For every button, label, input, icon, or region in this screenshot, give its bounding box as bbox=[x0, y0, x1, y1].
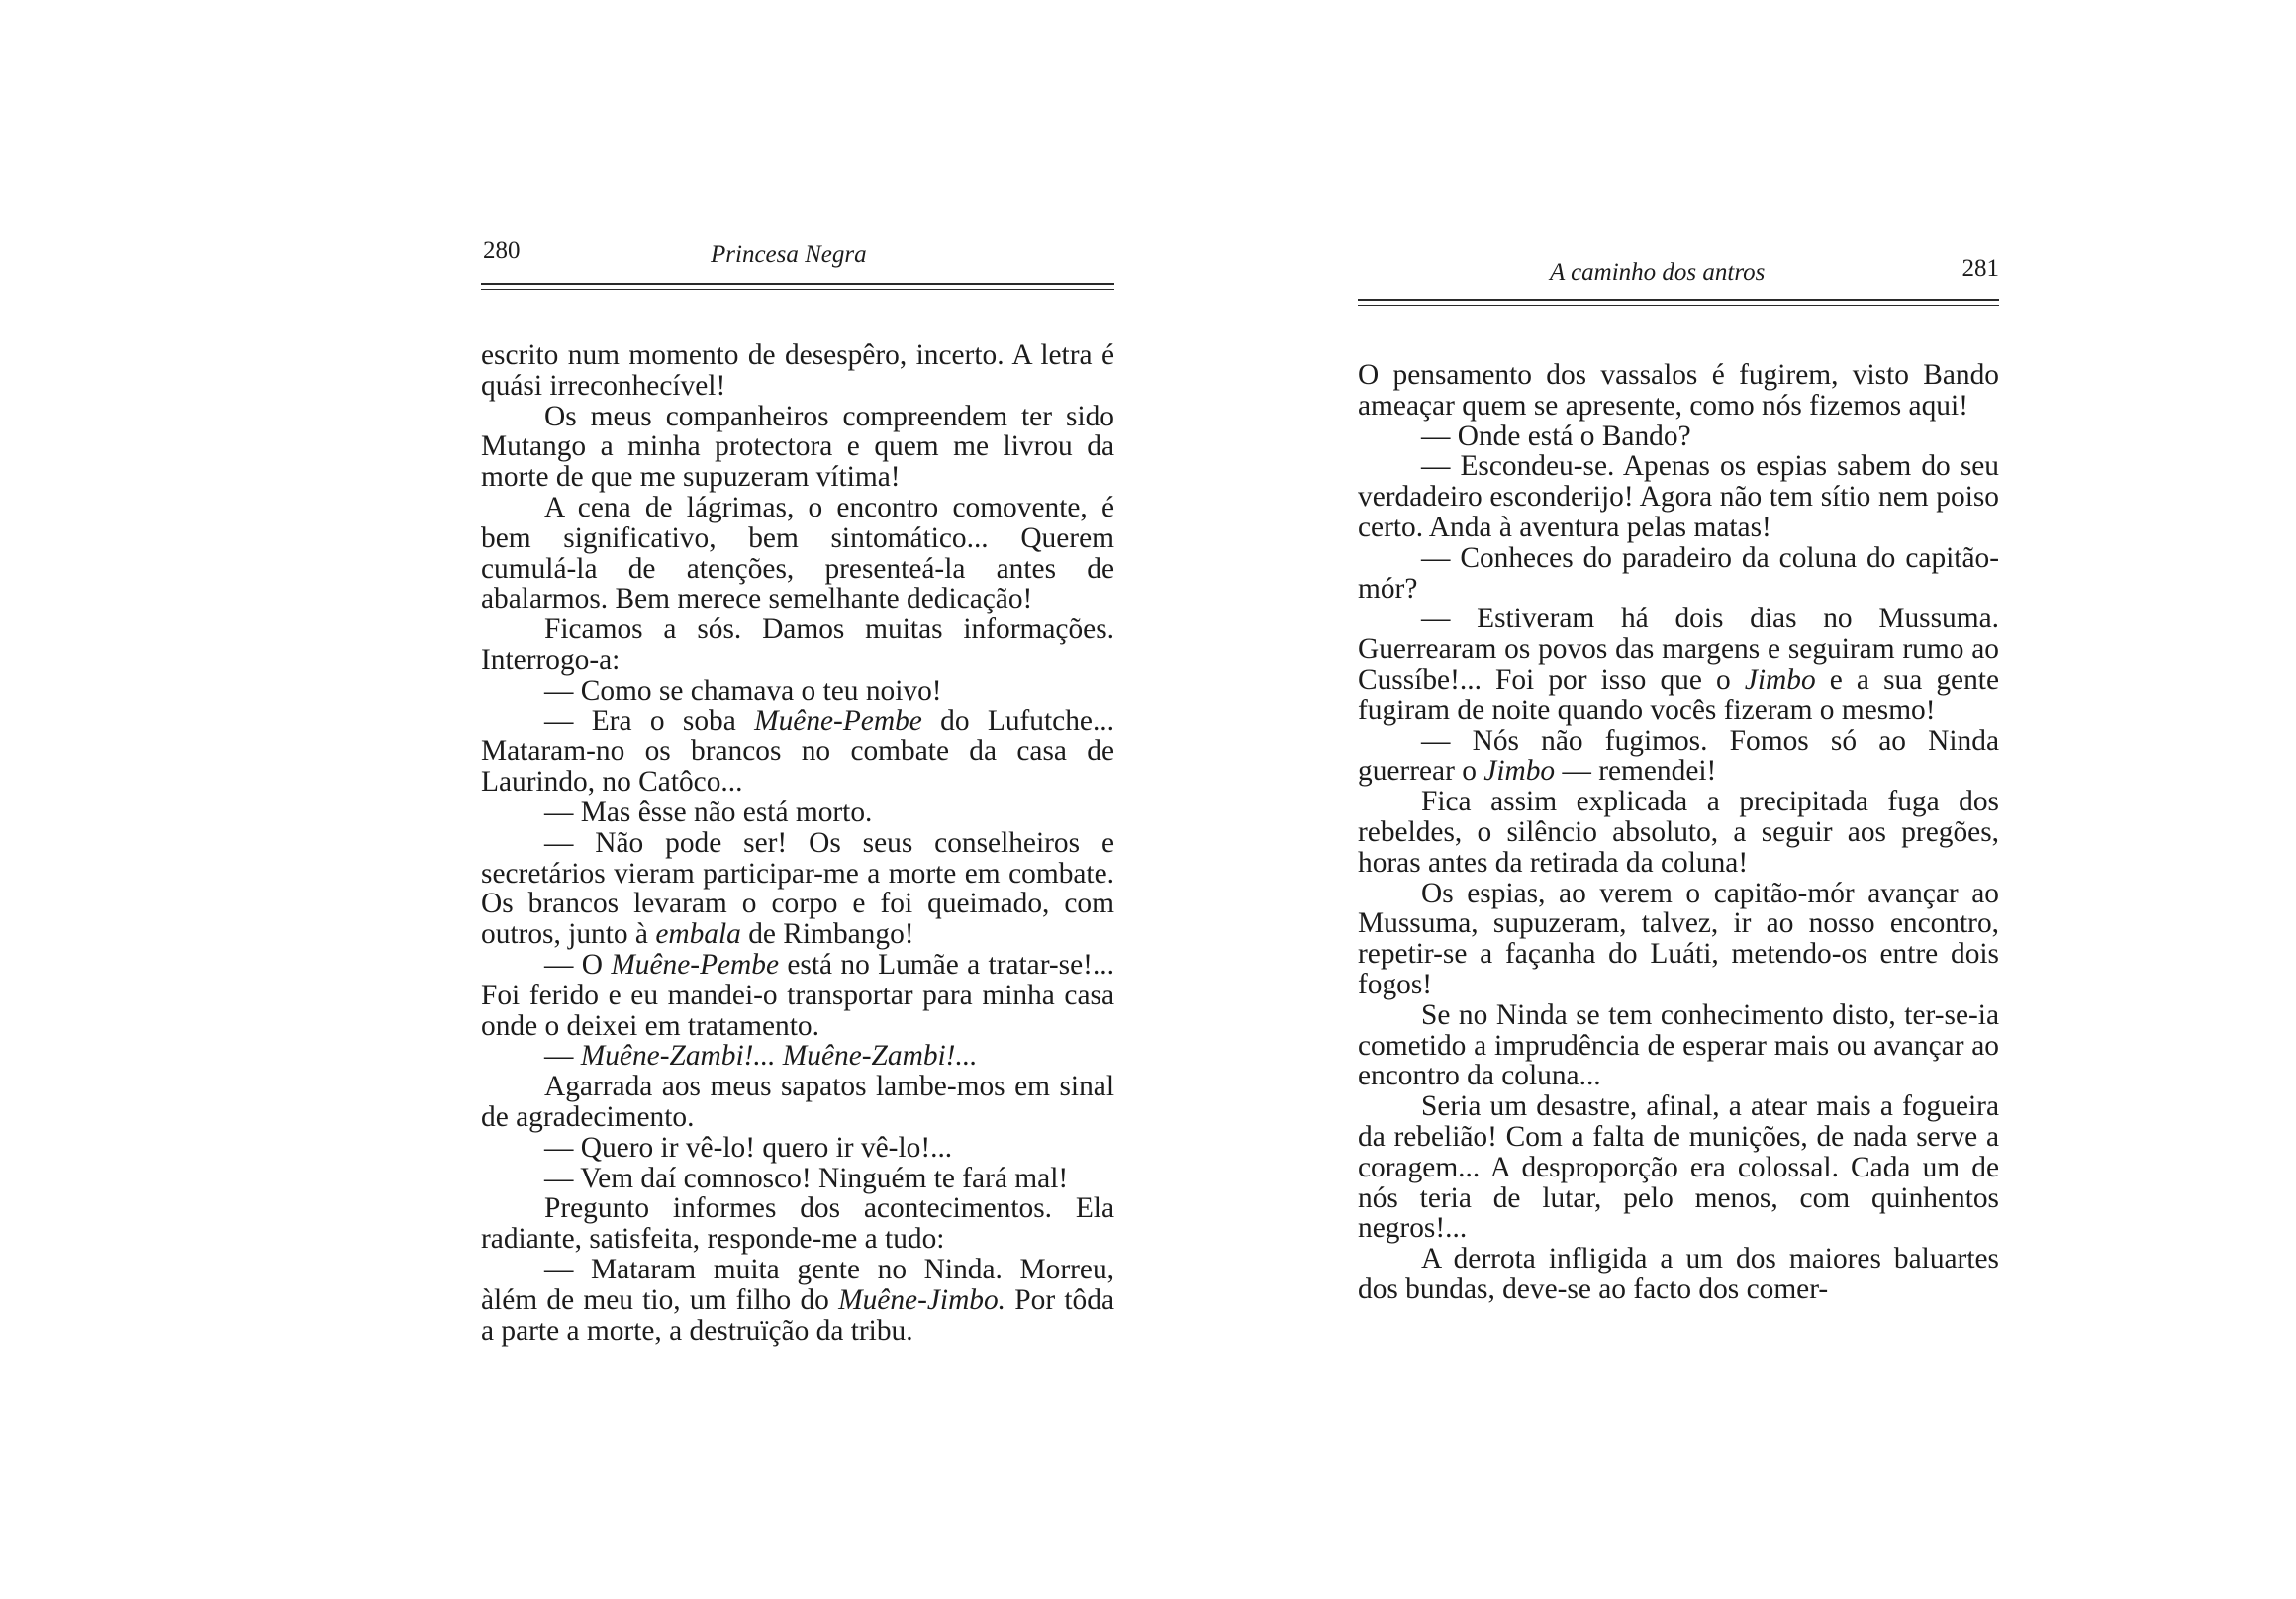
italic-term: Jimbo bbox=[1744, 663, 1816, 696]
italic-term: Muêne-Zambi!... Muêne-Zambi!... bbox=[580, 1040, 978, 1073]
paragraph: — Mataram muita gente no Ninda. Morreu, àlém de meu tio, um filho do Muêne-Jimbo. Por tôda a parte a morte, a destruïção da tribu. bbox=[481, 1253, 1114, 1347]
paragraph: Agarrada aos meus sapatos lambe-mos em sinal de agradecimento. bbox=[481, 1071, 1114, 1133]
italic-term: Muêne-Pembe bbox=[754, 705, 922, 737]
page-number: 280 bbox=[483, 237, 521, 264]
page-number: 281 bbox=[1961, 255, 1999, 282]
paragraph: — Vem daí comnosco! Ninguém te fará mal! bbox=[544, 1162, 1069, 1194]
page-body bbox=[1358, 360, 1999, 1305]
paragraph: — Quero ir vê-lo! quero ir vê-lo!... bbox=[544, 1131, 953, 1164]
left-page-header bbox=[481, 237, 1114, 277]
paragraph: Ficamos a sós. Damos muitas informações. Interrogo-a: bbox=[481, 613, 1114, 676]
paragraph: — Estiveram há dois dias no Mussuma. Guerrearam os povos das margens e seguiram rumo ao Cussíbe!... Foi por isso que o Jimbo e a sua gente fugiram de noite quando vocês fizeram o mesmo! bbox=[1358, 603, 2000, 726]
paragraph: — Era o soba Muêne-Pembe do Lufutche... Mataram-no os brancos no combate da casa de Laurindo, no Catôco... bbox=[481, 705, 1114, 799]
paragraph: — Não pode ser! Os seus conselheiros e secretários vieram participar-me a morte em combate. Os brancos levaram o corpo e foi queimado, com outros, junto à embala de Rimbango! bbox=[481, 826, 1114, 951]
paragraph: Os meus companheiros compreendem ter sido Mutango a minha protectora e quem me livrou da morte de que me supuzeram vítima! bbox=[481, 400, 1114, 494]
paragraph: Os espias, ao verem o capitão-mór avançar ao Mussuma, supuzeram, talvez, ir ao nosso encontro, repetir-se a façanha do Luáti, metendo-os entre dois fogos! bbox=[1358, 877, 1999, 1000]
header-rule bbox=[481, 283, 1114, 290]
paragraph: — Nós não fugimos. Fomos só ao Ninda guerrear o Jimbo — remendei! bbox=[1358, 724, 1999, 788]
italic-term: Jimbo bbox=[1483, 755, 1556, 788]
paragraph: Se no Ninda se tem conhecimento disto, ter-se-ia cometido a imprudência de esperar mais ou avançar ao encontro da coluna... bbox=[1358, 998, 1999, 1092]
running-title: A caminho dos antros bbox=[1550, 259, 1766, 286]
right-page-header bbox=[1358, 255, 1999, 295]
paragraph: — Como se chamava o teu noivo! bbox=[544, 674, 942, 706]
paragraph: — Conheces do paradeiro da coluna do capitão-mór? bbox=[1358, 541, 1999, 605]
paragraph: O pensamento dos vassalos é fugirem, visto Bando ameaçar quem se apresente, como nós fizemos aqui! bbox=[1358, 359, 1999, 422]
header-rule bbox=[1358, 299, 1999, 306]
paragraph: Fica assim explicada a precipitada fuga dos rebeldes, o silêncio absoluto, a seguir aos pregões, horas antes da retirada da coluna! bbox=[1358, 786, 1999, 879]
paragraph: — O Muêne-Pembe está no Lumãe a tratar-se!... Foi ferido e eu mandei-o transportar para minha casa onde o deixei em tratamento. bbox=[481, 948, 1114, 1042]
page-body bbox=[481, 340, 1114, 1346]
paragraph: — Mas êsse não está morto. bbox=[544, 796, 873, 828]
italic-term: Muêne-Jimbo. bbox=[838, 1283, 1006, 1316]
paragraph: — Escondeu-se. Apenas os espias sabem do seu verdadeiro esconderijo! Agora não tem sítio nem poiso certo. Anda à aventura pelas matas! bbox=[1358, 450, 1999, 543]
paragraph: Pregunto informes dos acontecimentos. Ela radiante, satisfeita, responde-me a tudo: bbox=[481, 1192, 1114, 1256]
paragraph: escrito num momento de desespêro, incerto. A letra é quási irreconhecível! bbox=[481, 339, 1114, 402]
paragraph: — Onde está o Bando? bbox=[1421, 420, 1691, 452]
paragraph: Seria um desastre, afinal, a atear mais a fogueira da rebelião! Com a falta de munições, de nada serve a coragem... A desproporção era colossal. Cada um de nós teria de lutar, pelo menos, com quinhentos negros!... bbox=[1358, 1090, 1999, 1245]
italic-term: Muêne-Pembe bbox=[611, 948, 780, 981]
running-title: Princesa Negra bbox=[711, 241, 867, 268]
paragraph: A cena de lágrimas, o encontro comovente, é bem significativo, bem sintomático... Querem cumulá-la de atenções, presenteá-la antes de abalarmos. Bem merece semelhante dedicação! bbox=[481, 491, 1114, 615]
italic-term: embala bbox=[655, 918, 741, 951]
paragraph: A derrota infligida a um dos maiores baluartes dos bundas, deve-se ao facto dos comer- bbox=[1358, 1243, 1999, 1305]
paragraph: — Muêne-Zambi!... Muêne-Zambi!... bbox=[544, 1040, 978, 1073]
